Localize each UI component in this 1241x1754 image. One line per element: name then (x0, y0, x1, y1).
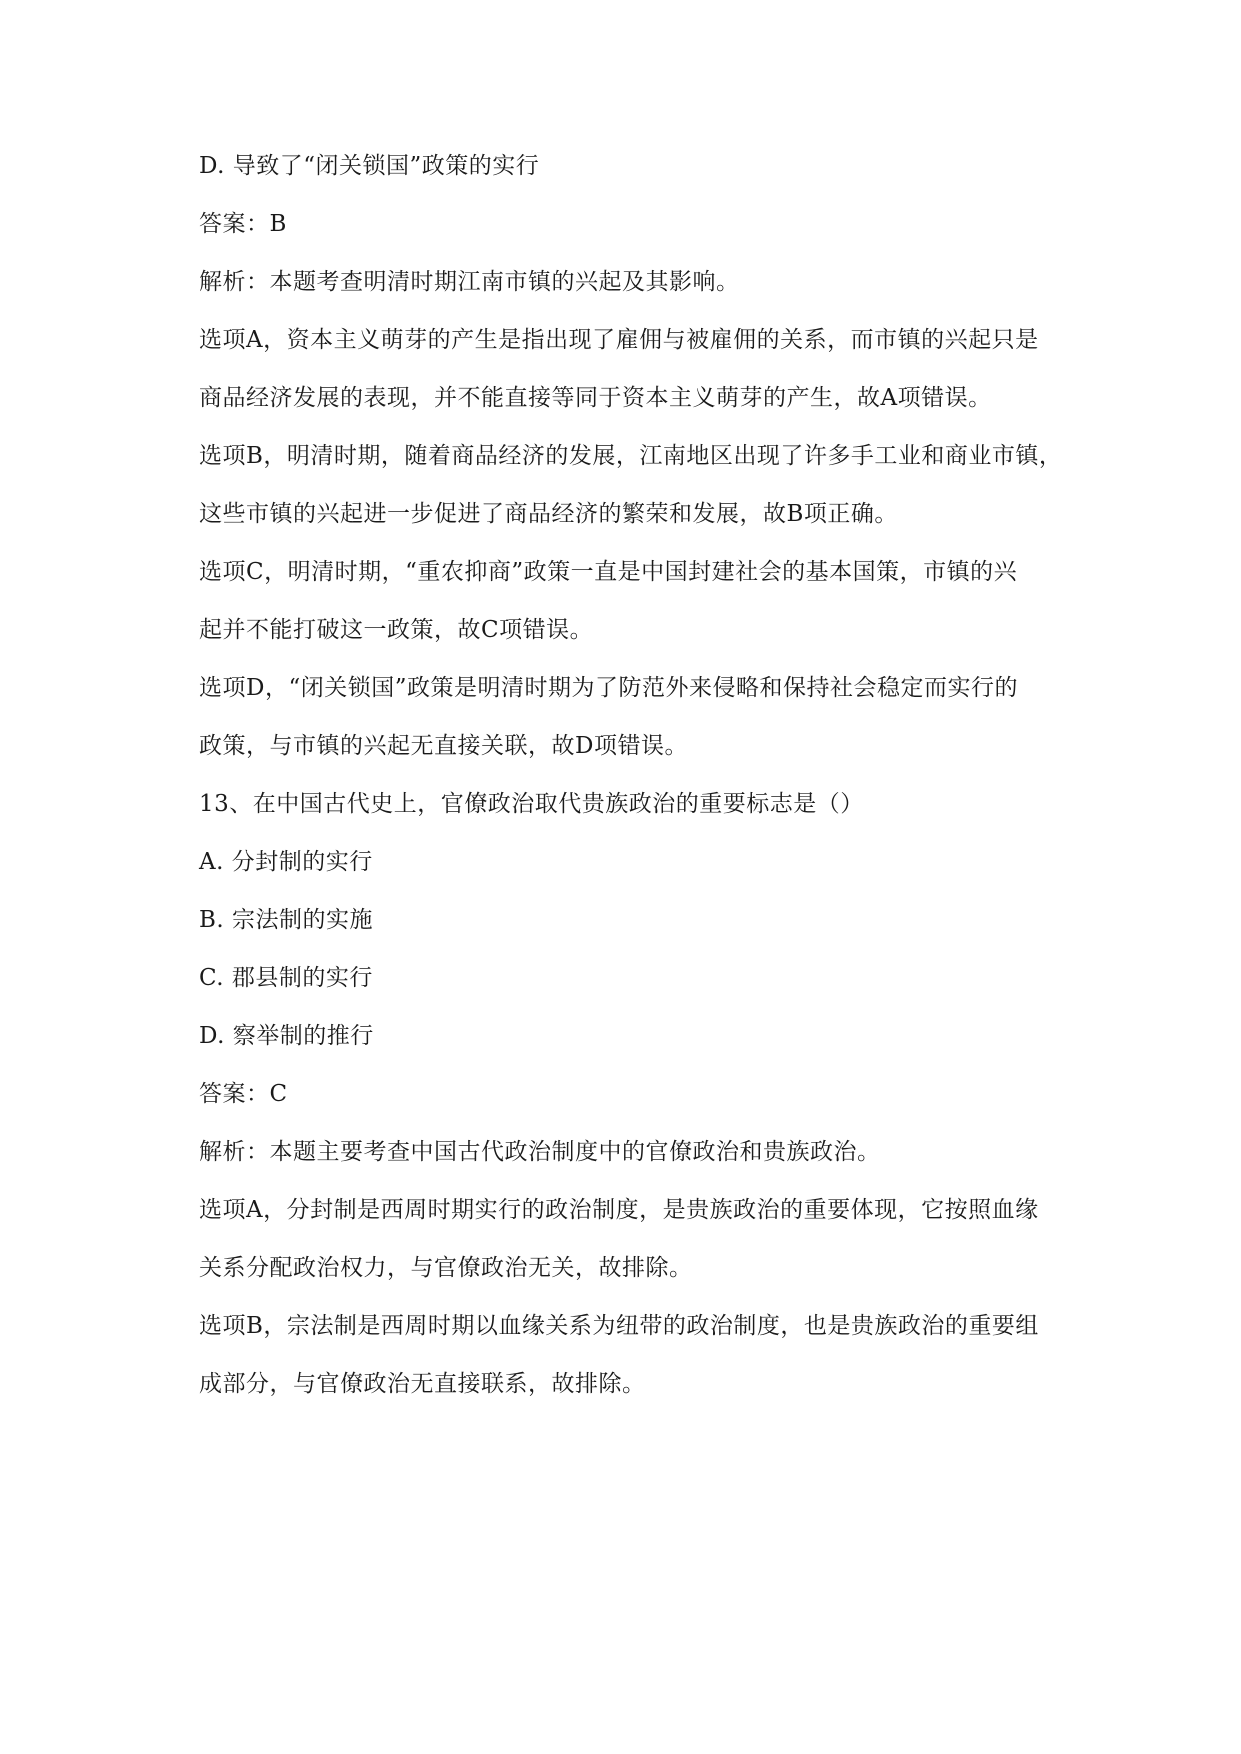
analysis-line: 解析：本题考查明清时期江南市镇的兴起及其影响。 (199, 269, 740, 295)
explanation-c-line-2: 起并不能打破这一政策，故C项错误。 (199, 617, 594, 643)
explanation-a-line-1: 选项A，资本主义萌芽的产生是指出现了雇佣与被雇佣的关系，而市镇的兴起只是 (199, 327, 1039, 353)
question-13: 13、在中国古代史上，官僚政治取代贵族政治的重要标志是（） (199, 791, 864, 817)
explanation-c-line-1: 选项C，明清时期，“重农抑商”政策一直是中国封建社会的基本国策，市镇的兴 (199, 559, 1018, 585)
question-13-option-c: C. 郡县制的实行 (199, 965, 373, 991)
question-13-analysis: 解析：本题主要考查中国古代政治制度中的官僚政治和贵族政治。 (199, 1139, 881, 1165)
explanation-d-line-1: 选项D，“闭关锁国”政策是明清时期为了防范外来侵略和保持社会稳定而实行的 (199, 675, 1018, 701)
answer-line: 答案：B (199, 211, 287, 237)
question-13-explanation-b-line-2: 成部分，与官僚政治无直接联系，故排除。 (199, 1371, 646, 1397)
explanation-a-line-2: 商品经济发展的表现，并不能直接等同于资本主义萌芽的产生，故A项错误。 (199, 385, 992, 411)
explanation-b-line-2: 这些市镇的兴起进一步促进了商品经济的繁荣和发展，故B项正确。 (199, 501, 898, 527)
question-13-explanation-b-line-1: 选项B，宗法制是西周时期以血缘关系为纽带的政治制度，也是贵族政治的重要组 (199, 1313, 1039, 1339)
question-13-explanation-a-line-1: 选项A，分封制是西周时期实行的政治制度，是贵族政治的重要体现，它按照血缘 (199, 1197, 1039, 1223)
option-d-line: D. 导致了“闭关锁国”政策的实行 (199, 153, 540, 179)
question-13-explanation-a-line-2: 关系分配政治权力，与官僚政治无关，故排除。 (199, 1255, 693, 1281)
explanation-d-line-2: 政策，与市镇的兴起无直接关联，故D项错误。 (199, 733, 688, 759)
question-13-option-a: A. 分封制的实行 (199, 849, 373, 875)
question-13-option-b: B. 宗法制的实施 (199, 907, 374, 933)
question-13-answer: 答案：C (199, 1081, 288, 1107)
explanation-b-line-1: 选项B，明清时期，随着商品经济的发展，江南地区出现了许多手工业和商业市镇， (199, 443, 1063, 469)
question-13-option-d: D. 察举制的推行 (199, 1023, 374, 1049)
